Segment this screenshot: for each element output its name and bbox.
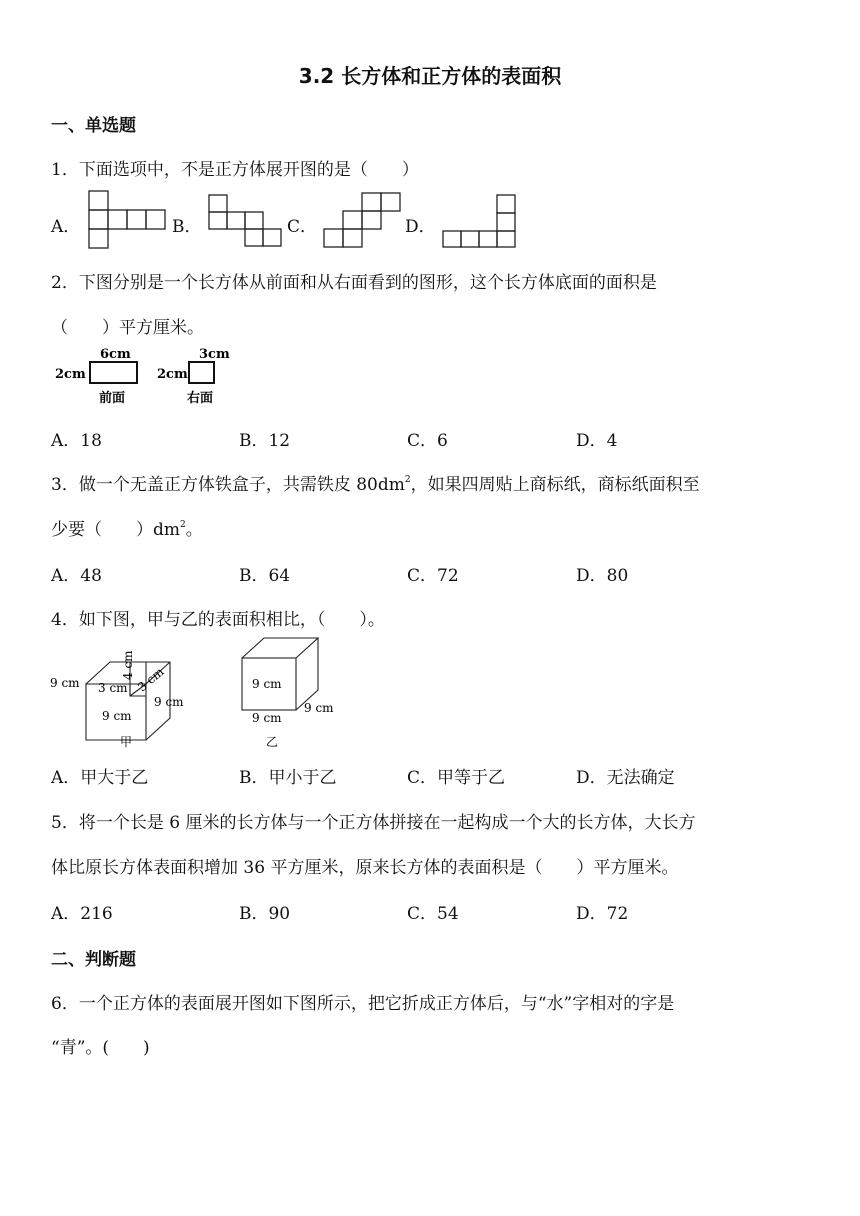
q4-yi-height-label: 9 cm <box>252 677 282 691</box>
q4-option-b[interactable]: B．甲小于乙 <box>239 768 337 788</box>
q3-option-a[interactable]: A．48 <box>51 566 102 586</box>
q4-yi-depth-label: 9 cm <box>304 701 334 715</box>
q2-option-d[interactable]: D．4 <box>576 431 618 451</box>
q2-option-c[interactable]: C．6 <box>407 431 448 451</box>
page-title: 3.2 长方体和正方体的表面积 <box>298 64 562 88</box>
q2-front-view-caption: 前面 <box>99 391 126 406</box>
q1-option-a-net-figure <box>88 190 174 248</box>
q4-jia-caption: 甲 <box>120 735 133 749</box>
q2-front-view-figure <box>54 344 149 410</box>
question-4-text: 4．如下图，甲与乙的表面积相比，（ ）。 <box>51 610 385 630</box>
q4-jia-inner-width-label: 3 cm <box>98 681 128 695</box>
q4-jia-depth-label: 9 cm <box>154 695 184 709</box>
q3-option-d[interactable]: D．80 <box>576 566 629 586</box>
q4-option-a[interactable]: A．甲大于乙 <box>51 768 149 788</box>
q4-jia-height-label: 9 cm <box>50 676 80 690</box>
q5-option-c[interactable]: C．54 <box>407 904 459 924</box>
section-heading-true-false: 二、判断题 <box>51 950 136 970</box>
question-2-text-line1: 2．下图分别是一个长方体从前面和从右面看到的图形，这个长方体底面的面积是 <box>51 273 657 293</box>
q4-yi-caption: 乙 <box>266 735 279 749</box>
q4-option-c[interactable]: C．甲等于乙 <box>407 768 506 788</box>
q4-yi-width-label: 9 cm <box>252 711 282 725</box>
q4-option-d[interactable]: D．无法确定 <box>576 768 675 788</box>
q1-option-c-net-figure <box>322 192 402 248</box>
question-3-text-line2: 少要（ ）$dm^2$。 <box>51 520 203 540</box>
q2-right-width-label: 3cm <box>199 347 230 362</box>
question-2-text-line2: （ ）平方厘米。 <box>51 318 204 338</box>
question-5-text-line2: 体比原长方体表面积增加 36 平方厘米，原来长方体的表面积是（ ）平方厘米。 <box>51 858 679 878</box>
q2-option-b[interactable]: B．12 <box>239 431 291 451</box>
section-heading-single-choice: 一、单选题 <box>51 116 136 136</box>
q4-jia-inner-height-label: 4 cm <box>121 650 135 680</box>
q1-option-a-label[interactable]: A． <box>51 217 81 237</box>
q4-yi-figure <box>230 632 350 752</box>
question-5-text-line1: 5．将一个长是 6 厘米的长方体与一个正方体拼接在一起构成一个大的长方体，大长方 <box>51 813 696 833</box>
q2-right-height-label: 2cm <box>157 367 188 382</box>
question-3-text-line1: 3．做一个无盖正方体铁盒子，共需铁皮 $80dm^2$，如果四周贴上商标纸，商标纸面积至 <box>51 475 700 495</box>
q2-right-view-figure <box>157 344 237 410</box>
q4-jia-inner-depth-label: 3 cm <box>134 664 167 695</box>
q1-option-c-label[interactable]: C． <box>287 217 318 237</box>
q5-option-a[interactable]: A．216 <box>51 904 113 924</box>
q2-front-height-label: 2cm <box>55 367 86 382</box>
q2-option-a[interactable]: A．18 <box>51 431 102 451</box>
question-1-text: 1．下面选项中，不是正方体展开图的是（ ） <box>51 160 419 180</box>
q5-option-d[interactable]: D．72 <box>576 904 629 924</box>
q5-option-b[interactable]: B．90 <box>239 904 291 924</box>
q1-option-d-label[interactable]: D． <box>405 217 436 237</box>
q2-right-view-caption: 右面 <box>187 391 214 406</box>
q3-option-b[interactable]: B．64 <box>239 566 291 586</box>
q3-option-c[interactable]: C．72 <box>407 566 459 586</box>
q4-jia-figure <box>50 632 200 752</box>
question-6-text-line1: 6．一个正方体的表面展开图如下图所示，把它折成正方体后，与“水”字相对的字是 <box>51 994 675 1014</box>
q4-jia-width-label: 9 cm <box>102 709 132 723</box>
question-6-text-line2: “青”。( ) <box>51 1038 150 1058</box>
q1-option-b-label[interactable]: B． <box>172 217 202 237</box>
q1-option-d-net-figure <box>440 194 520 248</box>
q1-option-b-net-figure <box>208 194 288 246</box>
q2-front-width-label: 6cm <box>100 347 131 362</box>
